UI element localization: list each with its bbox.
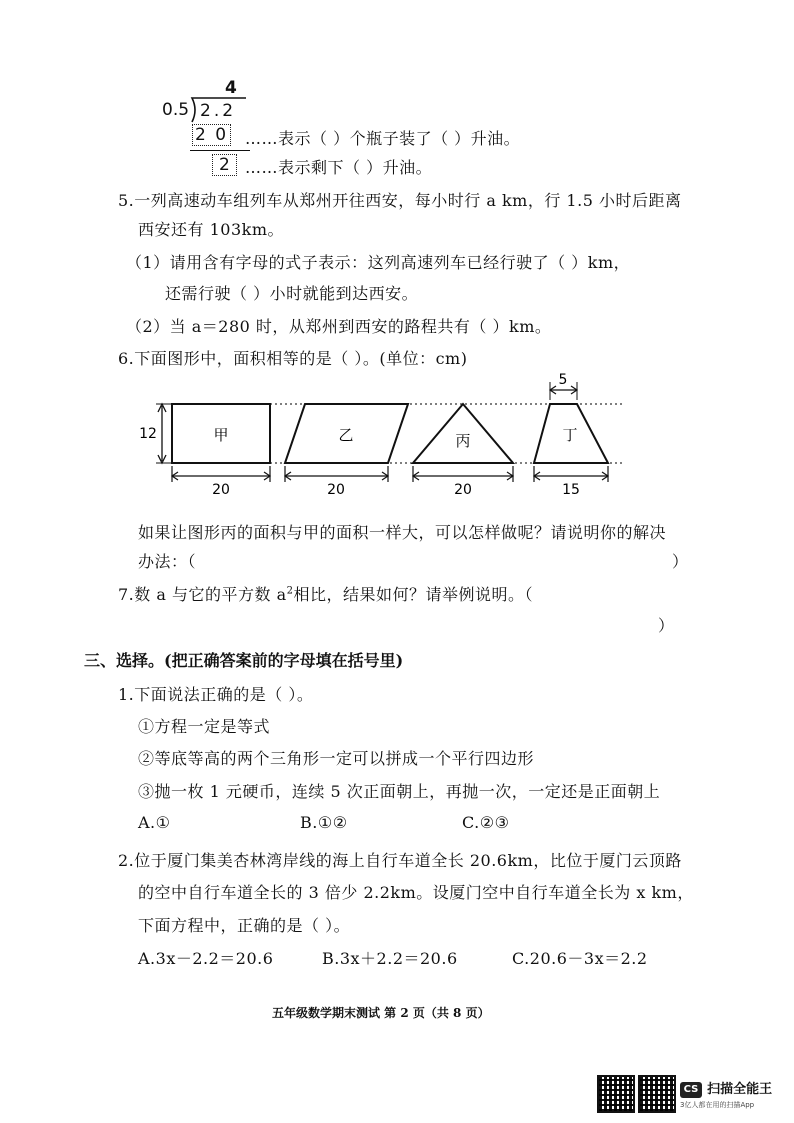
s3-q1-item-2: ②等底等高的两个三角形一定可以拼成一个平行四边形 bbox=[138, 749, 535, 768]
s3-q1-option-c: C.②③ bbox=[462, 813, 510, 832]
base-label-yi: 20 bbox=[327, 482, 345, 498]
division-divisor: 0.5 bbox=[162, 100, 190, 120]
q4-line2: ……表示剩下（ ）升油。 bbox=[245, 158, 433, 177]
s3-q1-item-1: ①方程一定是等式 bbox=[138, 717, 271, 736]
s3-q2-stem-1: 2.位于厦门集美杏林湾岸线的海上自行车道全长 20.6km，比位于厦门云顶路 bbox=[118, 851, 682, 870]
q5-stem-1: 5.一列高速动车组列车从郑州开往西安，每小时行 a km，行 1.5 小时后距离 bbox=[118, 191, 682, 210]
q6-follow-2: 办法：（ bbox=[138, 552, 197, 571]
q6-stem: 6.下面图形中，面积相等的是（ ）。(单位：cm) bbox=[118, 349, 468, 368]
section3-title: 三、选择。(把正确答案前的字母填在括号里) bbox=[84, 651, 404, 670]
scanner-logo bbox=[680, 1077, 772, 1098]
division-dividend: 2.2 bbox=[200, 101, 237, 121]
q5-part1-a: （1）请用含有字母的式子表示：这列高速列车已经行驶了（ ）km， bbox=[126, 253, 631, 272]
q6-follow-1: 如果让图形丙的面积与甲的面积一样大，可以怎样做呢？请说明你的解决 bbox=[138, 523, 667, 542]
top-width-label: 5 bbox=[558, 372, 568, 388]
s3-q1-stem: 1.下面说法正确的是（ ）。 bbox=[118, 685, 314, 704]
division-quotient: 4 bbox=[225, 78, 237, 98]
shape-jia-label: 甲 bbox=[213, 426, 229, 444]
division-product bbox=[192, 124, 231, 146]
division-underline bbox=[190, 150, 250, 151]
q5-part1-b: 还需行驶（ ）小时就能到达西安。 bbox=[165, 284, 419, 303]
s3-q2-option-b: B.3x＋2.2＝20.6 bbox=[322, 949, 458, 968]
qr-code-icon-2 bbox=[638, 1075, 676, 1113]
scanner-tagline: 3亿人都在用的扫描App bbox=[680, 1101, 755, 1109]
q7-close: ） bbox=[658, 616, 675, 635]
s3-q2-stem-3: 下面方程中，正确的是（ ）。 bbox=[138, 916, 351, 935]
scanner-brand: 扫描全能王 bbox=[707, 1082, 773, 1097]
product-box: 2 0 bbox=[192, 124, 231, 146]
cs-logo-icon: CS bbox=[680, 1082, 702, 1098]
division-remainder bbox=[212, 154, 237, 176]
height-label: 12 bbox=[139, 426, 157, 442]
s3-q2-stem-2: 的空中自行车道全长的 3 倍少 2.2km。设厦门空中自行车道全长为 x km， bbox=[138, 883, 694, 902]
shape-ding-label: 丁 bbox=[562, 426, 578, 444]
s3-q1-option-b: B.①② bbox=[300, 813, 348, 832]
q6-follow-2-close: ） bbox=[672, 552, 689, 571]
q5-stem-2: 西安还有 103km。 bbox=[138, 220, 284, 239]
s3-q2-option-a: A.3x－2.2＝20.6 bbox=[138, 949, 274, 968]
shape-yi-label: 乙 bbox=[338, 426, 354, 444]
q7-stem-sup: 2 bbox=[286, 585, 294, 597]
q7-stem-post: 相比，结果如何？请举例说明。（ bbox=[293, 585, 533, 604]
q6-shapes-figure bbox=[130, 370, 630, 500]
s3-q1-item-3: ③抛一枚 1 元硬币，连续 5 次正面朝上，再抛一次，一定还是正面朝上 bbox=[138, 782, 661, 801]
q7-stem bbox=[118, 582, 533, 605]
base-label-jia: 20 bbox=[212, 482, 230, 498]
q7-stem-pre: 7.数 a 与它的平方数 a bbox=[118, 585, 287, 604]
page-footer: 五年级数学期末测试 第 2 页（共 8 页） bbox=[272, 1006, 490, 1020]
remainder-box: 2 bbox=[212, 154, 237, 176]
base-label-bing: 20 bbox=[454, 482, 472, 498]
q4-line1: ……表示（ ）个瓶子装了（ ）升油。 bbox=[245, 129, 521, 148]
qr-code-icon bbox=[597, 1075, 635, 1113]
shape-bing-label: 丙 bbox=[455, 432, 471, 450]
s3-q2-option-c: C.20.6－3x＝2.2 bbox=[512, 949, 648, 968]
base-label-ding: 15 bbox=[562, 482, 580, 498]
s3-q1-option-a: A.① bbox=[138, 813, 171, 832]
q5-part2: （2）当 a＝280 时，从郑州到西安的路程共有（ ）km。 bbox=[126, 317, 552, 336]
